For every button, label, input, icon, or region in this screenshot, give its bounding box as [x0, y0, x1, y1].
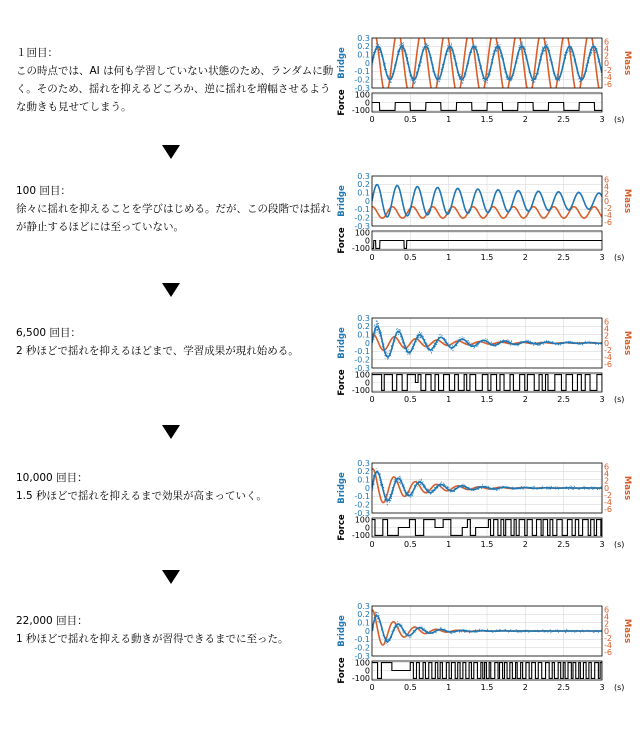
x-tick-label: 1.5	[480, 253, 494, 262]
x-tick-label: 2	[522, 395, 528, 404]
force-tick-label: 100	[354, 90, 370, 100]
bridge-axis-label: Bridge	[337, 47, 347, 79]
iteration-description: 1 秒ほどで揺れを抑える動きが習得できるまでに至った。	[16, 633, 289, 645]
force-series-line	[372, 103, 602, 111]
mass-tick-label: -2	[604, 203, 612, 213]
force-tick-label: -100	[351, 531, 370, 541]
x-tick-label: 3	[599, 115, 605, 124]
bridge-tick-label: -0.1	[354, 347, 370, 357]
bridge-tick-label: 0	[364, 58, 370, 68]
bridge-tick-label: -0.1	[354, 492, 370, 502]
force-axis-label: Force	[337, 514, 347, 541]
bridge-tick-label: 0.2	[357, 322, 370, 332]
description-text	[16, 469, 334, 505]
x-tick-label: 1	[446, 253, 452, 262]
down-arrow-icon	[162, 283, 180, 297]
response-chart	[335, 168, 635, 278]
force-tick-label: 0	[364, 523, 370, 533]
force-tick-label: -100	[351, 674, 370, 684]
mass-tick-label: 4	[604, 182, 610, 192]
x-tick-label: 0.5	[403, 540, 417, 549]
response-chart	[335, 30, 635, 140]
bridge-tick-label: 0.3	[357, 458, 370, 468]
bridge-tick-label: -0.3	[354, 221, 370, 231]
x-unit-label: (s)	[614, 115, 625, 124]
mass-tick-label: 2	[604, 51, 610, 61]
x-tick-label: 2.5	[557, 683, 571, 692]
mass-axis-label: Mass	[622, 50, 632, 76]
iteration-description: 1.5 秒ほどで揺れを抑えるまで効果が高まっていく。	[16, 490, 267, 502]
mass-tick-label: -6	[604, 360, 612, 370]
bridge-tick-label: 0.1	[357, 618, 370, 628]
x-tick-label: 3	[599, 395, 605, 404]
x-unit-label: (s)	[614, 253, 625, 262]
x-tick-label: 0.5	[403, 115, 417, 124]
x-tick-label: 2.5	[557, 540, 571, 549]
mass-axis-label: Mass	[622, 330, 632, 356]
down-arrow-icon	[162, 570, 180, 584]
x-tick-label: 3	[599, 540, 605, 549]
bridge-tick-label: 0.3	[357, 33, 370, 43]
x-tick-label: 0	[369, 253, 375, 262]
mass-tick-label: 6	[604, 37, 610, 47]
mass-tick-label: -6	[604, 505, 612, 515]
bridge-tick-label: 0.2	[357, 42, 370, 52]
x-tick-label: 1.5	[480, 540, 494, 549]
mass-tick-label: 4	[604, 612, 610, 622]
x-tick-label: 1	[446, 683, 452, 692]
x-tick-label: 0	[369, 395, 375, 404]
down-arrow-icon	[162, 425, 180, 439]
mass-tick-label: 2	[604, 476, 610, 486]
mass-tick-label: 0	[604, 58, 610, 68]
x-tick-label: 1.5	[480, 395, 494, 404]
x-tick-label: 0	[369, 683, 375, 692]
x-tick-label: 2	[522, 253, 528, 262]
mass-tick-label: 2	[604, 331, 610, 341]
force-tick-label: 0	[364, 378, 370, 388]
description-text	[16, 324, 334, 360]
x-tick-label: 2.5	[557, 115, 571, 124]
iteration-title: 10,000 回目：	[16, 472, 88, 484]
iteration-description: 2 秒ほどで揺れを抑えるほどまで、学習成果が現れ始める。	[16, 345, 299, 357]
x-tick-label: 1	[446, 115, 452, 124]
bridge-tick-label: 0.1	[357, 50, 370, 60]
iteration-description: この時点では、AI は何も学習していない状態のため、ランダムに動く。そのため、揺れを抑えるどころか、逆に揺れを増幅させるような動きも見せてしまう。	[16, 65, 334, 113]
mass-axis-label: Mass	[622, 475, 632, 501]
bridge-tick-label: -0.2	[354, 643, 370, 653]
description-text	[16, 612, 334, 648]
mass-tick-label: -2	[604, 633, 612, 643]
mass-tick-label: 6	[604, 317, 610, 327]
iteration-title: 100 回目：	[16, 185, 71, 197]
x-tick-label: 2	[522, 115, 528, 124]
x-tick-label: 2	[522, 540, 528, 549]
mass-tick-label: 2	[604, 189, 610, 199]
bridge-tick-label: -0.1	[354, 67, 370, 77]
mass-tick-label: 4	[604, 44, 610, 54]
x-unit-label: (s)	[614, 395, 625, 404]
mass-tick-label: -4	[604, 73, 612, 83]
force-tick-label: -100	[351, 386, 370, 396]
bridge-tick-label: 0.1	[357, 188, 370, 198]
mass-tick-label: 6	[604, 175, 610, 185]
force-tick-label: 100	[354, 658, 370, 668]
bridge-tick-label: 0	[364, 483, 370, 493]
response-chart	[335, 310, 635, 420]
mass-tick-label: -2	[604, 345, 612, 355]
bridge-tick-label: -0.2	[354, 355, 370, 365]
x-tick-label: 1	[446, 540, 452, 549]
bridge-tick-label: -0.2	[354, 213, 370, 223]
bridge-tick-label: 0.3	[357, 601, 370, 611]
mass-tick-label: -6	[604, 80, 612, 90]
down-arrow-icon	[162, 145, 180, 159]
mass-tick-label: -4	[604, 641, 612, 651]
description-text	[16, 182, 334, 236]
x-unit-label: (s)	[614, 540, 625, 549]
bridge-axis-label: Bridge	[337, 327, 347, 359]
response-chart	[335, 598, 635, 708]
force-axis-label: Force	[337, 657, 347, 684]
mass-tick-label: 0	[604, 196, 610, 206]
force-tick-label: 0	[364, 666, 370, 676]
x-tick-label: 1.5	[480, 683, 494, 692]
force-tick-label: 100	[354, 515, 370, 525]
iteration-title: 22,000 回目：	[16, 615, 88, 627]
bridge-axis-label: Bridge	[337, 472, 347, 504]
x-tick-label: 3	[599, 683, 605, 692]
bridge-tick-label: 0.2	[357, 180, 370, 190]
x-tick-label: 0.5	[403, 395, 417, 404]
mass-tick-label: 2	[604, 619, 610, 629]
x-tick-label: 2	[522, 683, 528, 692]
force-tick-label: 0	[364, 236, 370, 246]
bridge-tick-label: 0.2	[357, 610, 370, 620]
x-unit-label: (s)	[614, 683, 625, 692]
mass-tick-label: -6	[604, 218, 612, 228]
force-tick-label: -100	[351, 106, 370, 116]
x-tick-label: 0	[369, 115, 375, 124]
mass-tick-label: 0	[604, 483, 610, 493]
iteration-description: 徐々に揺れを抑えることを学びはじめる。だが、この段階では揺れが静止するほどには至っていない。	[16, 203, 331, 233]
mass-tick-label: -4	[604, 353, 612, 363]
x-tick-label: 0.5	[403, 253, 417, 262]
mass-tick-label: -4	[604, 498, 612, 508]
mass-tick-label: 6	[604, 462, 610, 472]
bridge-axis-label: Bridge	[337, 615, 347, 647]
mass-tick-label: -6	[604, 648, 612, 658]
bridge-tick-label: 0.1	[357, 330, 370, 340]
force-tick-label: -100	[351, 244, 370, 254]
mass-tick-label: -2	[604, 65, 612, 75]
force-tick-label: 100	[354, 370, 370, 380]
response-chart	[335, 455, 635, 565]
bridge-tick-label: -0.3	[354, 508, 370, 518]
x-tick-label: 1.5	[480, 115, 494, 124]
iteration-title: 6,500 回目：	[16, 327, 81, 339]
force-tick-label: 100	[354, 228, 370, 238]
bridge-axis-label: Bridge	[337, 185, 347, 217]
bridge-tick-label: -0.3	[354, 363, 370, 373]
bridge-tick-label: -0.2	[354, 500, 370, 510]
mass-tick-label: -4	[604, 211, 612, 221]
force-axis-label: Force	[337, 89, 347, 116]
mass-tick-label: 4	[604, 324, 610, 334]
mass-tick-label: -2	[604, 490, 612, 500]
bridge-tick-label: -0.1	[354, 635, 370, 645]
x-tick-label: 0	[369, 540, 375, 549]
mass-tick-label: 0	[604, 626, 610, 636]
force-axis-label: Force	[337, 369, 347, 396]
iteration-title: １回目：	[16, 47, 58, 59]
description-text	[16, 44, 334, 116]
bridge-tick-label: 0.3	[357, 313, 370, 323]
x-tick-label: 3	[599, 253, 605, 262]
bridge-tick-label: 0.3	[357, 171, 370, 181]
bridge-tick-label: -0.3	[354, 651, 370, 661]
bridge-tick-label: -0.2	[354, 75, 370, 85]
bridge-tick-label: -0.3	[354, 83, 370, 93]
bridge-tick-label: 0	[364, 196, 370, 206]
mass-tick-label: 0	[604, 338, 610, 348]
force-tick-label: 0	[364, 98, 370, 108]
x-tick-label: 2.5	[557, 253, 571, 262]
force-axis-label: Force	[337, 227, 347, 254]
bridge-tick-label: -0.1	[354, 205, 370, 215]
mass-tick-label: 6	[604, 605, 610, 615]
mass-axis-label: Mass	[622, 188, 632, 214]
bridge-tick-label: 0.1	[357, 475, 370, 485]
bridge-tick-label: 0.2	[357, 467, 370, 477]
bridge-tick-label: 0	[364, 338, 370, 348]
x-tick-label: 0.5	[403, 683, 417, 692]
mass-tick-label: 4	[604, 469, 610, 479]
x-tick-label: 2.5	[557, 395, 571, 404]
bridge-tick-label: 0	[364, 626, 370, 636]
x-tick-label: 1	[446, 395, 452, 404]
mass-axis-label: Mass	[622, 618, 632, 644]
